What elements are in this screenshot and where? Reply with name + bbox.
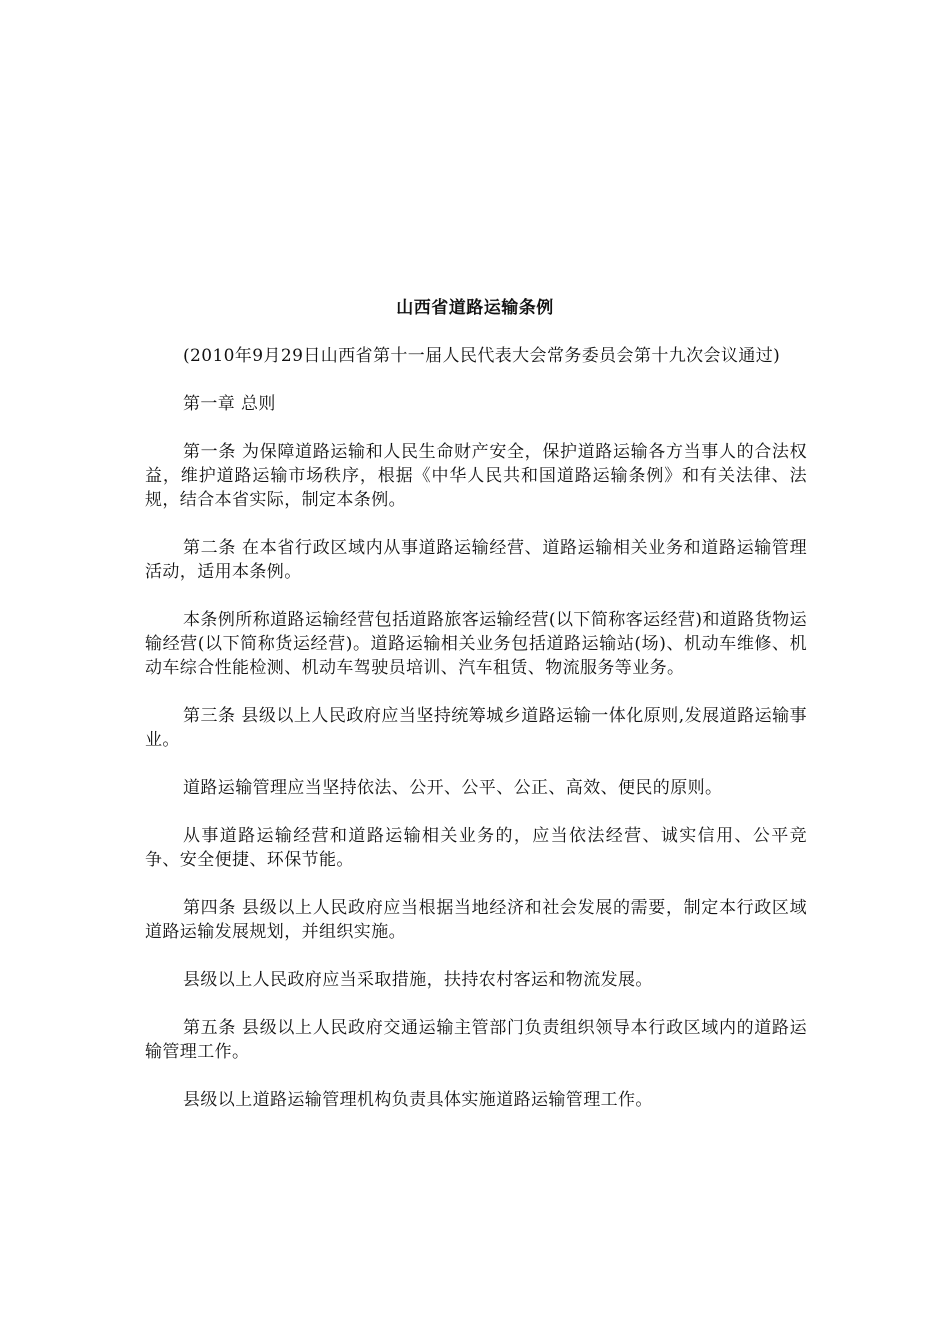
article-paragraph: 本条例所称道路运输经营包括道路旅客运输经营(以下简称客运经营)和道路货物运输经营(以下简称货运经营)。道路运输相关业务包括道路运输站(场)、机动车维修、机动车综合性能检测、机动车驾驶员培训、汽车租赁、物流服务等业务。: [145, 610, 807, 678]
article-paragraph: 第二条 在本省行政区域内从事道路运输经营、道路运输相关业务和道路运输管理活动，适用本条例。: [145, 538, 807, 582]
adoption-note: (2010年9月29日山西省第十一届人民代表大会常务委员会第十九次会议通过): [183, 346, 781, 366]
article-paragraph: 第五条 县级以上人民政府交通运输主管部门负责组织领导本行政区域内的道路运输管理工作。: [145, 1018, 807, 1062]
article-paragraph: 第四条 县级以上人民政府应当根据当地经济和社会发展的需要，制定本行政区域道路运输发展规划，并组织实施。: [145, 898, 807, 942]
article-paragraph: 第一条 为保障道路运输和人民生命财产安全，保护道路运输各方当事人的合法权益，维护道路运输市场秩序，根据《中华人民共和国道路运输条例》和有关法律、法规，结合本省实际，制定本条例。: [145, 442, 807, 510]
article-paragraph: 从事道路运输经营和道路运输相关业务的，应当依法经营、诚实信用、公平竞争、安全便捷、环保节能。: [145, 826, 807, 870]
article-paragraph: 道路运输管理应当坚持依法、公开、公平、公正、高效、便民的原则。: [183, 778, 723, 798]
article-paragraph: 县级以上道路运输管理机构负责具体实施道路运输管理工作。: [183, 1090, 653, 1110]
article-paragraph: 第三条 县级以上人民政府应当坚持统筹城乡道路运输一体化原则,发展道路运输事业。: [145, 706, 807, 750]
document-title: 山西省道路运输条例: [396, 298, 554, 318]
article-paragraph: 县级以上人民政府应当采取措施，扶持农村客运和物流发展。: [183, 970, 653, 990]
document-body: [145, 344, 807, 1136]
chapter-heading: 第一章 总则: [183, 394, 276, 414]
